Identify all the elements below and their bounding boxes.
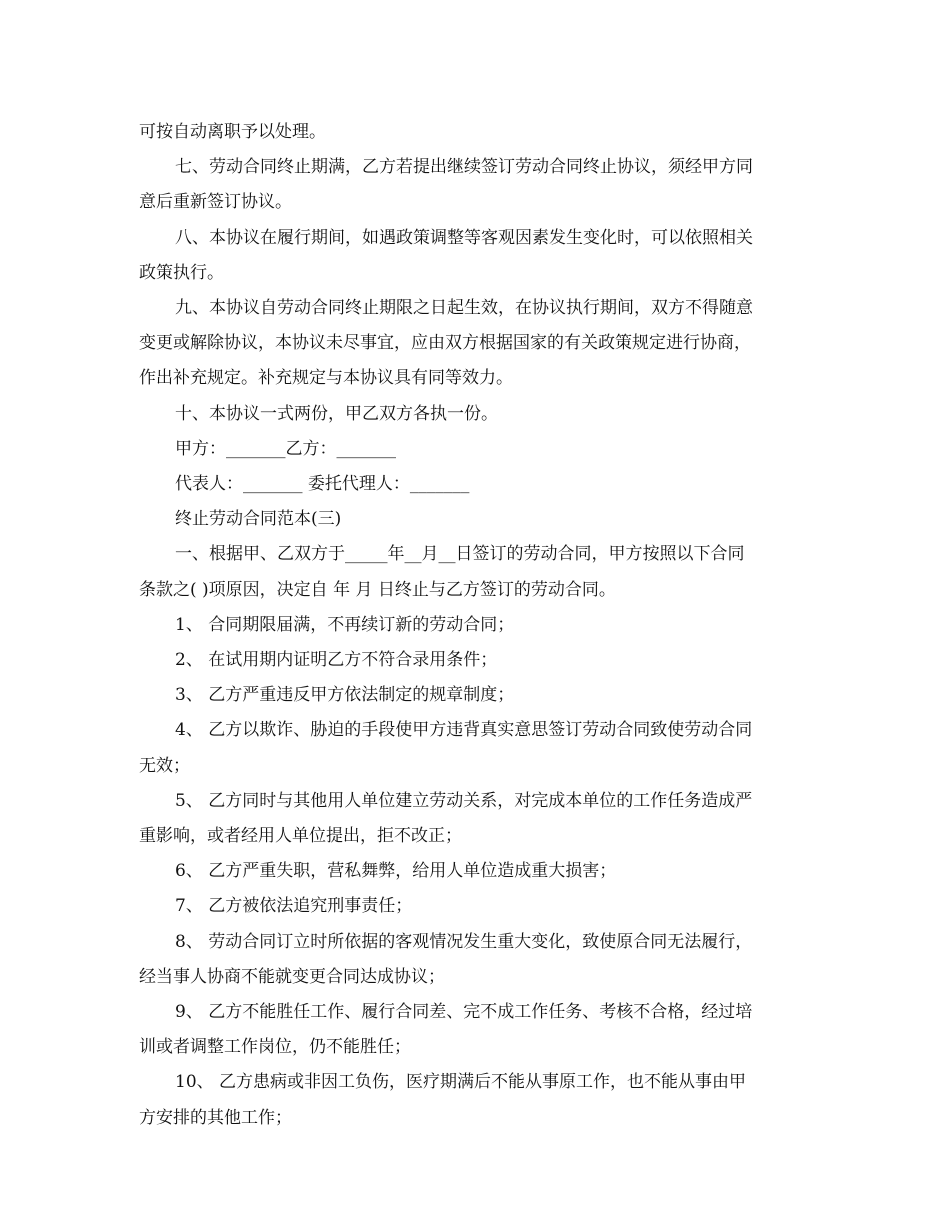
document-line: 代表人：_______ 委托代理人：_______ — [175, 474, 470, 495]
document-line: 七、劳动合同终止期满，乙方若提出继续签订劳动合同终止协议，须经甲方同 — [175, 157, 753, 178]
document-line: 10、 乙方患病或非因工负伤，医疗期满后不能从事原工作，也不能从事由甲 — [175, 1072, 747, 1093]
document-line: 意后重新签订协议。 — [139, 192, 292, 213]
document-line: 经当事人协商不能就变更合同达成协议； — [139, 966, 445, 987]
document-line: 无效； — [139, 755, 190, 776]
document-line: 4、 乙方以欺诈、胁迫的手段使甲方违背真实意思签订劳动合同致使劳动合同 — [175, 720, 753, 741]
document-line: 2、 在试用期内证明乙方不符合录用条件； — [175, 650, 498, 671]
document-body — [139, 115, 814, 1136]
document-line: 条款之( )项原因，决定自 年 月 日终止与乙方签订的劳动合同。 — [139, 579, 616, 600]
document-line: 变更或解除协议，本协议未尽事宜，应由双方根据国家的有关政策规定进行协商， — [139, 333, 751, 354]
document-line: 7、 乙方被依法追究刑事责任； — [175, 896, 413, 917]
document-line: 重影响，或者经用人单位提出，拒不改正； — [139, 826, 462, 847]
document-line: 作出补充规定。补充规定与本协议具有同等效力。 — [139, 368, 513, 389]
document-line: 可按自动离职予以处理。 — [139, 122, 326, 142]
document-line: 九、本协议自劳动合同终止期限之日起生效，在协议执行期间，双方不得随意 — [175, 298, 753, 319]
document-line: 方安排的其他工作； — [139, 1107, 292, 1128]
document-line: 1、 合同期限届满，不再续订新的劳动合同； — [175, 614, 515, 635]
document-line: 政策执行。 — [139, 262, 224, 283]
document-line: 十、本协议一式两份，甲乙双方各执一份。 — [175, 403, 498, 424]
document-line: 6、 乙方严重失职，营私舞弊，给用人单位造成重大损害； — [175, 861, 617, 882]
document-line: 3、 乙方严重违反甲方依法制定的规章制度； — [175, 685, 515, 706]
document-line: 5、 乙方同时与其他用人单位建立劳动关系，对完成本单位的工作任务造成严 — [175, 790, 753, 811]
document-line: 八、本协议在履行期间，如遇政策调整等客观因素发生变化时，可以依照相关 — [175, 227, 753, 248]
document-line: 9、 乙方不能胜任工作、履行合同差、完不成工作任务、考核不合格，经过培 — [175, 1002, 753, 1023]
document-line: 终止劳动合同范本(三) — [175, 509, 342, 530]
document-line: 训或者调整工作岗位，仍不能胜任； — [139, 1037, 411, 1058]
document-line: 一、根据甲、乙双方于_____年__月__日签订的劳动合同，甲方按照以下合同 — [175, 544, 745, 565]
document-line: 甲方：_______乙方：_______ — [175, 438, 396, 459]
document-line: 8、 劳动合同订立时所依据的客观情况发生重大变化，致使原合同无法履行， — [175, 931, 753, 952]
